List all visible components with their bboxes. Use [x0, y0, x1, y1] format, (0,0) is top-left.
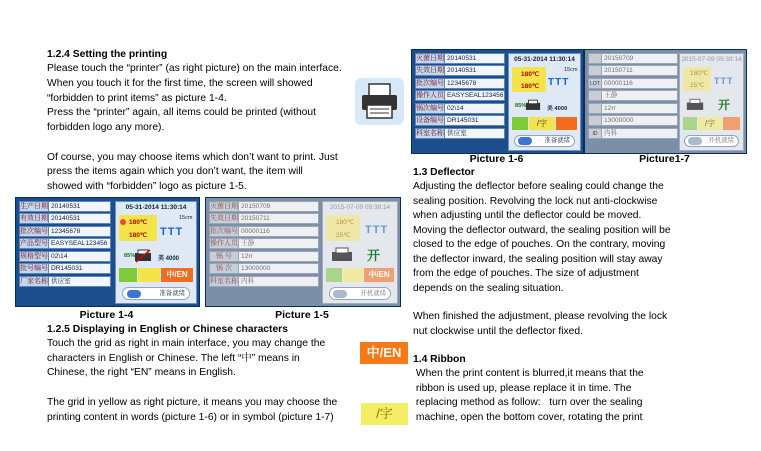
field-value: 12345678: [49, 226, 111, 237]
paragraph-line: nut clockwise until the deflector fixed.: [413, 326, 583, 337]
temperature-2: 25℃: [690, 82, 705, 89]
paragraph-line: When the print content is blurred,it means that the: [413, 368, 644, 379]
printer-mini-icon[interactable]: [331, 247, 353, 263]
field-value: 20140531: [49, 213, 111, 224]
field-value: 供应室: [49, 276, 111, 287]
datetime: 2015-07-09 09:38:14: [329, 204, 391, 211]
speed-value: 15cm: [564, 67, 578, 73]
field-value: DR145031: [49, 263, 111, 274]
paragraph-line: Please touch the “printer” (as right picture) on the main interface.: [47, 63, 342, 74]
ready-button[interactable]: 开机就绪: [329, 287, 391, 300]
counter: 美 4000: [158, 256, 180, 262]
caption-picture-1-6: Picture 1-6: [469, 153, 524, 165]
power-toggle[interactable]: [688, 137, 702, 145]
zh-en-toggle-icon: 中/EN: [360, 342, 408, 364]
word-symbol-icon: /字: [361, 403, 408, 425]
field-label[interactable]: 操作人员: [416, 92, 444, 100]
field-label[interactable]: 批次编号: [416, 79, 444, 87]
tt-icon[interactable]: TTT: [548, 77, 570, 88]
green-key[interactable]: [326, 268, 342, 282]
tt-icon[interactable]: TTT: [160, 226, 184, 238]
field-value: EASYSEAL123456: [49, 238, 111, 249]
printer-icon: [355, 78, 404, 125]
field-value: 内科: [602, 128, 678, 139]
temperature-1: 180℃: [521, 71, 540, 78]
field-label[interactable]: 设备编号: [416, 117, 444, 125]
speed-badge: 85%: [515, 103, 527, 109]
screen-picture-1-4: [15, 197, 200, 307]
field-value: 12345678: [445, 78, 505, 89]
datetime: 05-31-2014 11:30:14: [514, 56, 575, 63]
counter: 美 4000: [547, 106, 568, 112]
field-label[interactable]: 灭菌日期: [210, 203, 238, 210]
paragraph-line: forbidden logo any more).: [47, 122, 165, 133]
paragraph-line: printing content in words (picture 1-6) or in symbol (picture 1-7): [47, 412, 334, 423]
field-value: 20150711: [602, 65, 678, 76]
paragraph-line: When finished the adjustment, please revolving the lock: [413, 311, 668, 322]
field-label[interactable]: [588, 90, 602, 101]
power-toggle[interactable]: [518, 137, 532, 145]
field-label[interactable]: 有效日期: [20, 215, 48, 223]
field-label[interactable]: 批号编号: [20, 265, 48, 273]
field-value: 02\14: [445, 103, 505, 114]
paragraph-line: Touch the grid as right in main interface, you may change the: [47, 338, 326, 349]
field-label[interactable]: 产品型号: [20, 240, 48, 248]
counter: 开: [718, 98, 731, 112]
paragraph-line: machine, open the bottom cover, rotating the print: [413, 412, 643, 423]
field-value: 00000116: [239, 226, 319, 237]
field-value: 02\14: [49, 251, 111, 262]
field-value: 00000116: [602, 78, 678, 89]
field-value: 供应室: [445, 128, 505, 139]
status-panel: [115, 201, 197, 304]
field-label[interactable]: 失效日期: [210, 215, 238, 223]
field-label[interactable]: 科室名称: [210, 277, 238, 285]
field-value: EASYSEAL123456: [447, 92, 504, 100]
printer-mini-icon[interactable]: [525, 99, 541, 112]
field-label[interactable]: ID: [588, 128, 602, 139]
field-label[interactable]: [588, 53, 602, 64]
paragraph-line: closed to the edge of pouches. On the contrary, moving: [413, 239, 666, 250]
field-label[interactable]: 失效日期: [416, 67, 444, 75]
paragraph-line: from the edge of pouches. The size of adjustment: [413, 268, 639, 279]
field-label[interactable]: 批次编号: [20, 227, 48, 235]
field-value: 12rr: [239, 251, 319, 262]
paragraph-line: When you touch it for the first time, the screen will showed: [47, 78, 313, 89]
printer-mini-icon[interactable]: [134, 249, 152, 263]
field-label[interactable]: 操作人员: [210, 240, 238, 248]
field-label[interactable]: 锅次编号: [416, 104, 444, 112]
tt-icon[interactable]: TTT: [714, 76, 734, 86]
field-label[interactable]: 生产日期: [20, 203, 48, 210]
heater-icon: [120, 219, 126, 225]
section-title-1-2-5: 1.2.5 Displaying in English or Chinese characters: [47, 324, 288, 335]
green-key[interactable]: [512, 117, 528, 130]
caption-picture-1-4: Picture 1-4: [79, 309, 134, 321]
field-label[interactable]: 锅 次: [209, 263, 239, 274]
paragraph-line: Press the “printer” again, all items could be printed (without: [47, 107, 316, 118]
language-toggle[interactable]: [556, 117, 577, 130]
paragraph-line: Of course, you may choose items which don’t want to print. Just: [47, 152, 338, 163]
caption-picture-1-5: Picture 1-5: [275, 309, 329, 321]
field-value: 20150709: [239, 201, 319, 212]
speed-badge: 85%: [124, 253, 136, 259]
word-symbol-key[interactable]: /字: [529, 117, 555, 130]
status-panel: [679, 53, 744, 151]
temperature-1: 180℃: [129, 219, 148, 226]
word-symbol-key[interactable]: /字: [698, 117, 722, 130]
field-value: 13000000: [239, 263, 319, 274]
section-title-1-2-4: 1.2.4 Setting the printing: [47, 49, 168, 60]
paragraph-line: depends on the sealing situation.: [413, 283, 564, 294]
temperature-2: 180℃: [129, 232, 148, 239]
field-value: DR145031: [445, 115, 505, 126]
paragraph-line: Moving the deflector outward, the sealing position will be: [413, 225, 671, 236]
printer-mini-icon[interactable]: [686, 98, 704, 112]
paragraph-line: the deflector inward, the sealing position will stay away: [413, 254, 663, 265]
field-label[interactable]: 厂家名称: [20, 277, 48, 285]
paragraph-line: ribbon is used up, please replace it in time. The: [413, 383, 632, 394]
paragraph-line: sealing position. Revolving the lock nut anti-clockwise: [413, 196, 658, 207]
paragraph-line: replacing method as follow: turn over the sealing: [413, 397, 643, 408]
field-label[interactable]: LOT: [588, 78, 602, 89]
section-title-1-3: 1.3 Deflector: [413, 167, 475, 178]
language-toggle[interactable]: 中/EN: [364, 268, 394, 282]
field-label[interactable]: [588, 115, 602, 126]
field-value: 20140531: [445, 65, 505, 76]
field-value: 12rr: [602, 103, 678, 114]
temperature-2: 180℃: [521, 83, 540, 90]
screen-picture-1-7: [584, 49, 747, 154]
field-value: 13000000: [602, 115, 678, 126]
paragraph-line: The grid in yellow as right picture, it means you may choose the: [47, 397, 338, 408]
field-label[interactable]: 锅 号: [209, 251, 239, 262]
green-key[interactable]: [119, 268, 137, 282]
paragraph-line: when adjusting until the deflector could be moved.: [413, 210, 642, 221]
caption-picture-1-7: Picture1-7: [639, 153, 690, 165]
language-toggle[interactable]: [723, 117, 740, 130]
temperature-2: 25℃: [336, 232, 351, 239]
screen-picture-1-5: [205, 197, 401, 307]
temperature-1: 180℃: [336, 219, 355, 226]
field-value: 20140531: [445, 53, 505, 64]
green-key[interactable]: [683, 117, 697, 130]
field-label[interactable]: 规格型号: [20, 252, 48, 260]
field-value: 王静: [239, 238, 319, 249]
paragraph-line: press the items again which you don’t want, the item will: [47, 166, 303, 177]
field-label[interactable]: 灭菌日期: [416, 55, 444, 62]
status-panel: [322, 201, 398, 304]
word-symbol-key[interactable]: [138, 268, 160, 282]
language-toggle[interactable]: 中/EN: [161, 268, 193, 282]
temperature-1: 180℃: [690, 70, 709, 77]
power-toggle[interactable]: [333, 290, 347, 298]
datetime: 2015-07-09 09:38:14: [681, 56, 742, 63]
ready-button[interactable]: 准备就绪: [514, 135, 575, 147]
field-value: 王静: [602, 90, 678, 101]
power-toggle[interactable]: [127, 290, 141, 298]
paragraph-line: showed with “forbidden” logo as picture 1-5.: [47, 181, 247, 192]
paragraph-line: characters in English or Chinese. The left “中” means in: [47, 353, 300, 364]
word-symbol-key[interactable]: [343, 268, 363, 282]
tt-icon[interactable]: TTT: [365, 224, 389, 236]
field-label[interactable]: [588, 65, 602, 76]
field-label[interactable]: 批次编号: [210, 227, 238, 235]
ready-button[interactable]: 准备就绪: [122, 287, 190, 300]
datetime: 05-31-2014 11:30:14: [125, 204, 187, 211]
counter: 开: [367, 248, 381, 263]
field-value: 20140531: [49, 201, 111, 212]
ready-button[interactable]: 开机就绪: [684, 135, 739, 147]
field-value: 20150711: [239, 213, 319, 224]
paragraph-line: Adjusting the deflector before sealing could change the: [413, 181, 664, 192]
paragraph-line: Chinese, the right “EN” means in English.: [47, 367, 236, 378]
speed-value: 15cm: [179, 215, 193, 221]
status-panel: [508, 53, 581, 151]
field-label[interactable]: [588, 103, 602, 114]
field-value: 内科: [239, 276, 319, 287]
paragraph-line: “forbidden to print items” as picture 1-4.: [47, 93, 227, 104]
field-value: 20150709: [602, 53, 678, 64]
field-label[interactable]: 科室名称: [416, 129, 444, 137]
section-title-1-4: 1.4 Ribbon: [413, 354, 466, 365]
screen-picture-1-6: [411, 49, 584, 154]
